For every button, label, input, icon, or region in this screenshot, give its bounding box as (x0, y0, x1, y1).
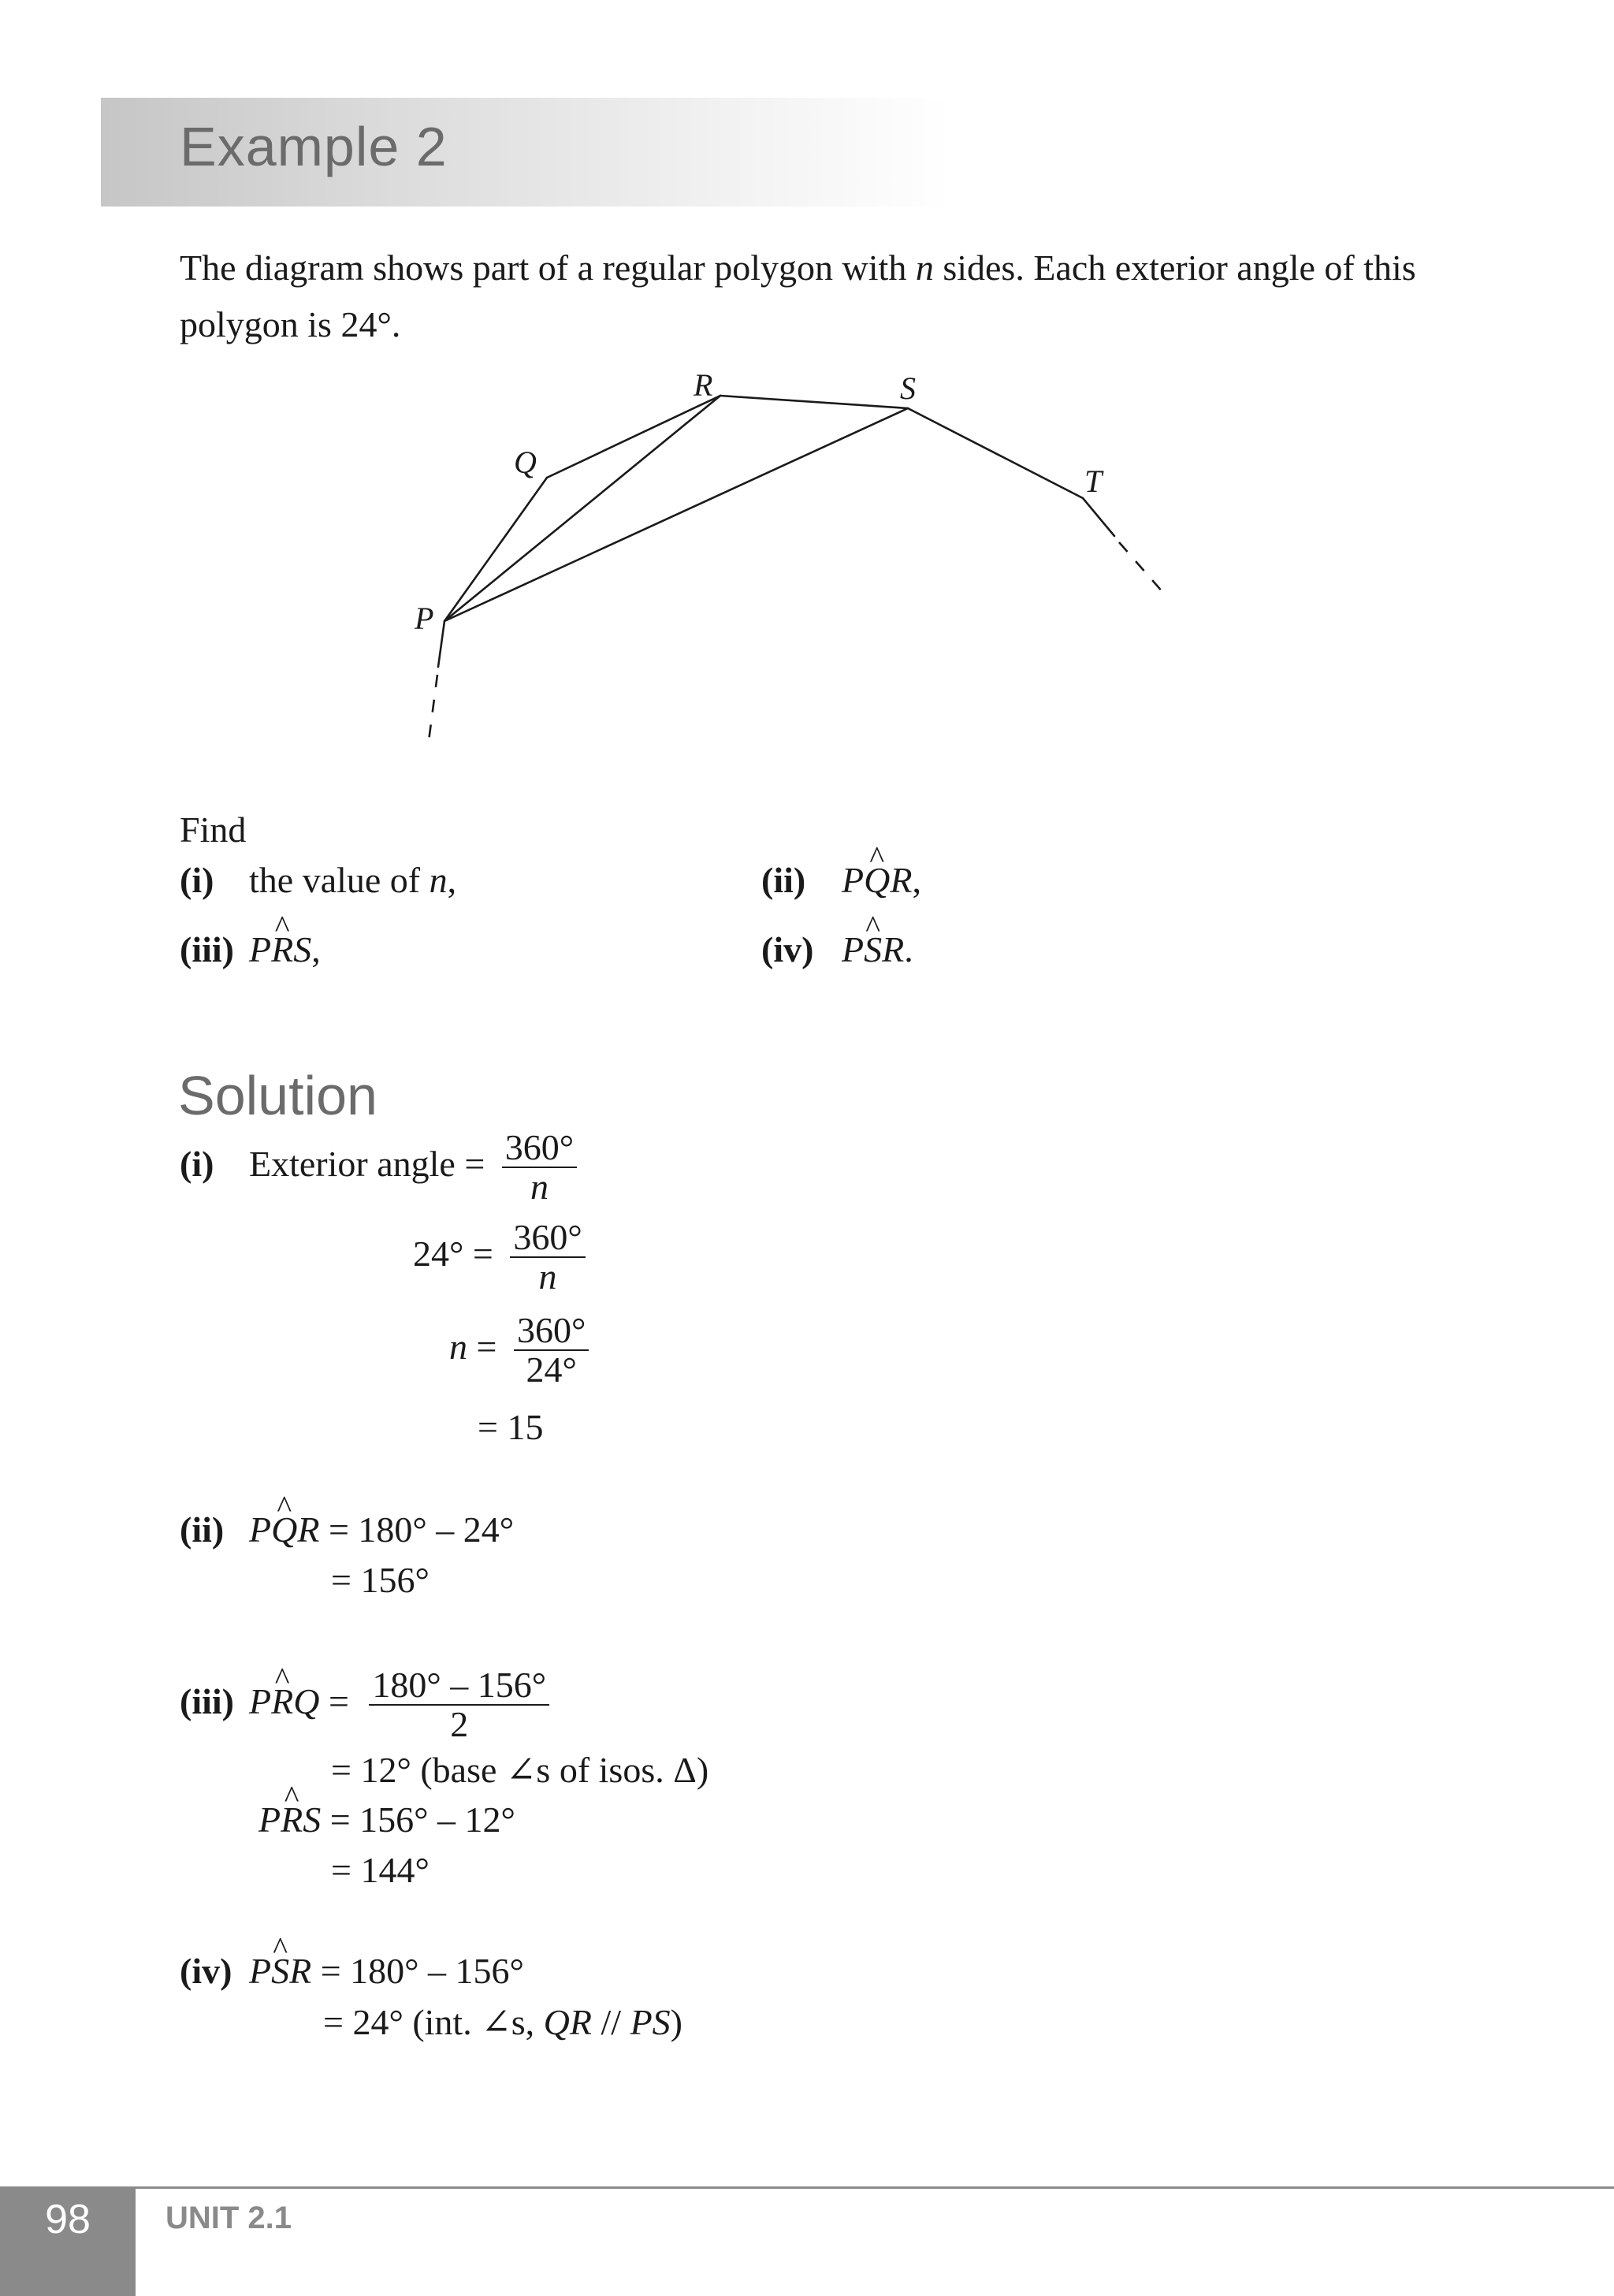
solution-i-fraction-1 (502, 1129, 577, 1207)
solution-iv-line-1 (180, 1950, 524, 1992)
solution-iii-l3-b: S (303, 1799, 322, 1840)
fraction-denominator: 2 (450, 1704, 469, 1745)
fraction-numerator: 180° – 156° (369, 1666, 549, 1706)
find-iii-a: P (249, 929, 272, 969)
solution-ii-b: R (297, 1509, 320, 1550)
solution-ii-line-2: = 156° (331, 1560, 430, 1600)
find-ii-hat: ^ Q (864, 859, 890, 901)
solution-ii-line-1 (180, 1509, 514, 1550)
solution-iv-l2-ps: PS (630, 2002, 671, 2042)
solution-iv-l2-mid: // (592, 2002, 630, 2042)
label-q: Q (514, 445, 537, 480)
solution-i-fraction-2 (510, 1219, 585, 1297)
solution-label-ii: (ii) (180, 1509, 225, 1550)
solution-iii-line-2: = 12° (base ∠s of isos. Δ) (331, 1750, 709, 1790)
solution-i-fraction-3 (514, 1312, 589, 1390)
solution-iv-hat: ^ S (271, 1950, 289, 1992)
solution-i-line-2 (413, 1219, 586, 1297)
solution-iii-a: P (249, 1680, 272, 1721)
find-suffix-iv: . (904, 929, 913, 969)
label-s: S (900, 370, 916, 406)
solution-iii-b: Q (293, 1680, 320, 1721)
dashed-t-extension (1119, 542, 1163, 593)
solution-i-line-1 (180, 1129, 577, 1207)
intro-n: n (915, 247, 934, 288)
solution-iv-line-2 (323, 2000, 682, 2043)
solution-iii-line-4: = 144° (331, 1850, 430, 1890)
find-iv-hat: ^ S (864, 928, 882, 970)
side-t-right (1083, 498, 1114, 536)
solution-i-line-4: = 15 (478, 1407, 544, 1447)
find-label-ii: (ii) (761, 860, 806, 900)
intro-text-2: sides. Each exterior angle of this polygon is 24°. (180, 247, 1416, 344)
solution-iii-l3-a: P (258, 1799, 281, 1840)
fraction-numerator: 360° (510, 1219, 585, 1258)
solution-iii-eq-1: = (319, 1680, 349, 1721)
solution-ii-hat: ^ Q (271, 1509, 297, 1550)
label-r: R (694, 367, 713, 403)
fraction-denominator: n (530, 1167, 549, 1208)
solution-i-var-n: n (449, 1326, 467, 1367)
find-text-i: the value of (249, 860, 430, 900)
find-label-iv: (iv) (761, 929, 814, 969)
solution-label-iii: (iii) (180, 1680, 234, 1721)
solution-label-iv: (iv) (180, 1951, 232, 1991)
label-p: P (415, 601, 434, 636)
footer-rule (0, 2186, 1614, 2189)
dashed-p-extension (429, 675, 437, 741)
solution-iii-hat: ^ R (271, 1680, 293, 1722)
solution-i-lhs-2: 24° = (413, 1233, 493, 1274)
solution-iii-line-1 (180, 1666, 549, 1744)
solution-iv-l2-post: ) (670, 2002, 682, 2042)
solution-iv-a: P (249, 1951, 272, 1991)
solution-iii-l3-hat: ^ R (281, 1799, 303, 1840)
side-p-down (438, 621, 444, 667)
intro-text-1: The diagram shows part of a regular polygon with (180, 247, 916, 288)
solution-i-line-3 (449, 1312, 589, 1390)
solution-iii-fraction (369, 1666, 549, 1744)
solution-iv-b: R (289, 1951, 312, 1991)
solution-iv-l2-pre: = 24° (int. ∠s, (323, 2002, 544, 2042)
solution-i-eq-3: = (467, 1326, 497, 1367)
example-title: Example 2 (180, 116, 448, 177)
find-item-i (180, 859, 456, 901)
solution-i-lhs-1: Exterior angle = (249, 1143, 485, 1184)
find-iv-a: P (842, 929, 865, 969)
fraction-denominator: 24° (526, 1349, 577, 1390)
find-iv-b: R (882, 929, 905, 969)
diagonal-pr (444, 396, 720, 621)
find-item-ii (761, 859, 921, 901)
solution-label-i: (i) (180, 1143, 214, 1184)
find-item-iv (761, 928, 913, 970)
unit-label: UNIT 2.1 (165, 2201, 292, 2235)
find-item-iii (180, 928, 321, 970)
label-t: T (1084, 463, 1103, 499)
diagonal-ps (444, 408, 908, 621)
find-suffix-iii: , (311, 929, 321, 969)
fraction-denominator: n (538, 1256, 557, 1297)
fraction-numerator: 360° (502, 1129, 577, 1168)
find-ii-a: P (842, 860, 865, 900)
find-suffix-i: , (447, 860, 457, 900)
find-suffix-ii: , (912, 860, 921, 900)
find-iii-hat: ^ R (271, 928, 293, 970)
solution-iv-rhs-1: = 180° – 156° (311, 1951, 524, 1991)
solution-title: Solution (178, 1065, 377, 1126)
side-st (908, 408, 1083, 498)
find-var-i: n (429, 860, 448, 900)
solution-iii-rhs-3: = 156° – 12° (321, 1799, 515, 1840)
solution-ii-rhs-1: = 180° – 24° (319, 1509, 515, 1550)
find-ii-b: R (890, 860, 913, 900)
page-number: 98 (45, 2197, 91, 2242)
side-rs (720, 396, 908, 408)
solution-iv-l2-qr: QR (543, 2002, 592, 2042)
find-label-iii: (iii) (180, 929, 234, 969)
find-label-i: (i) (180, 860, 214, 900)
find-iii-b: S (293, 929, 312, 969)
solution-iii-line-3 (258, 1799, 515, 1840)
fraction-numerator: 360° (514, 1312, 589, 1351)
find-heading: Find (180, 809, 247, 850)
solution-ii-a: P (249, 1509, 272, 1550)
